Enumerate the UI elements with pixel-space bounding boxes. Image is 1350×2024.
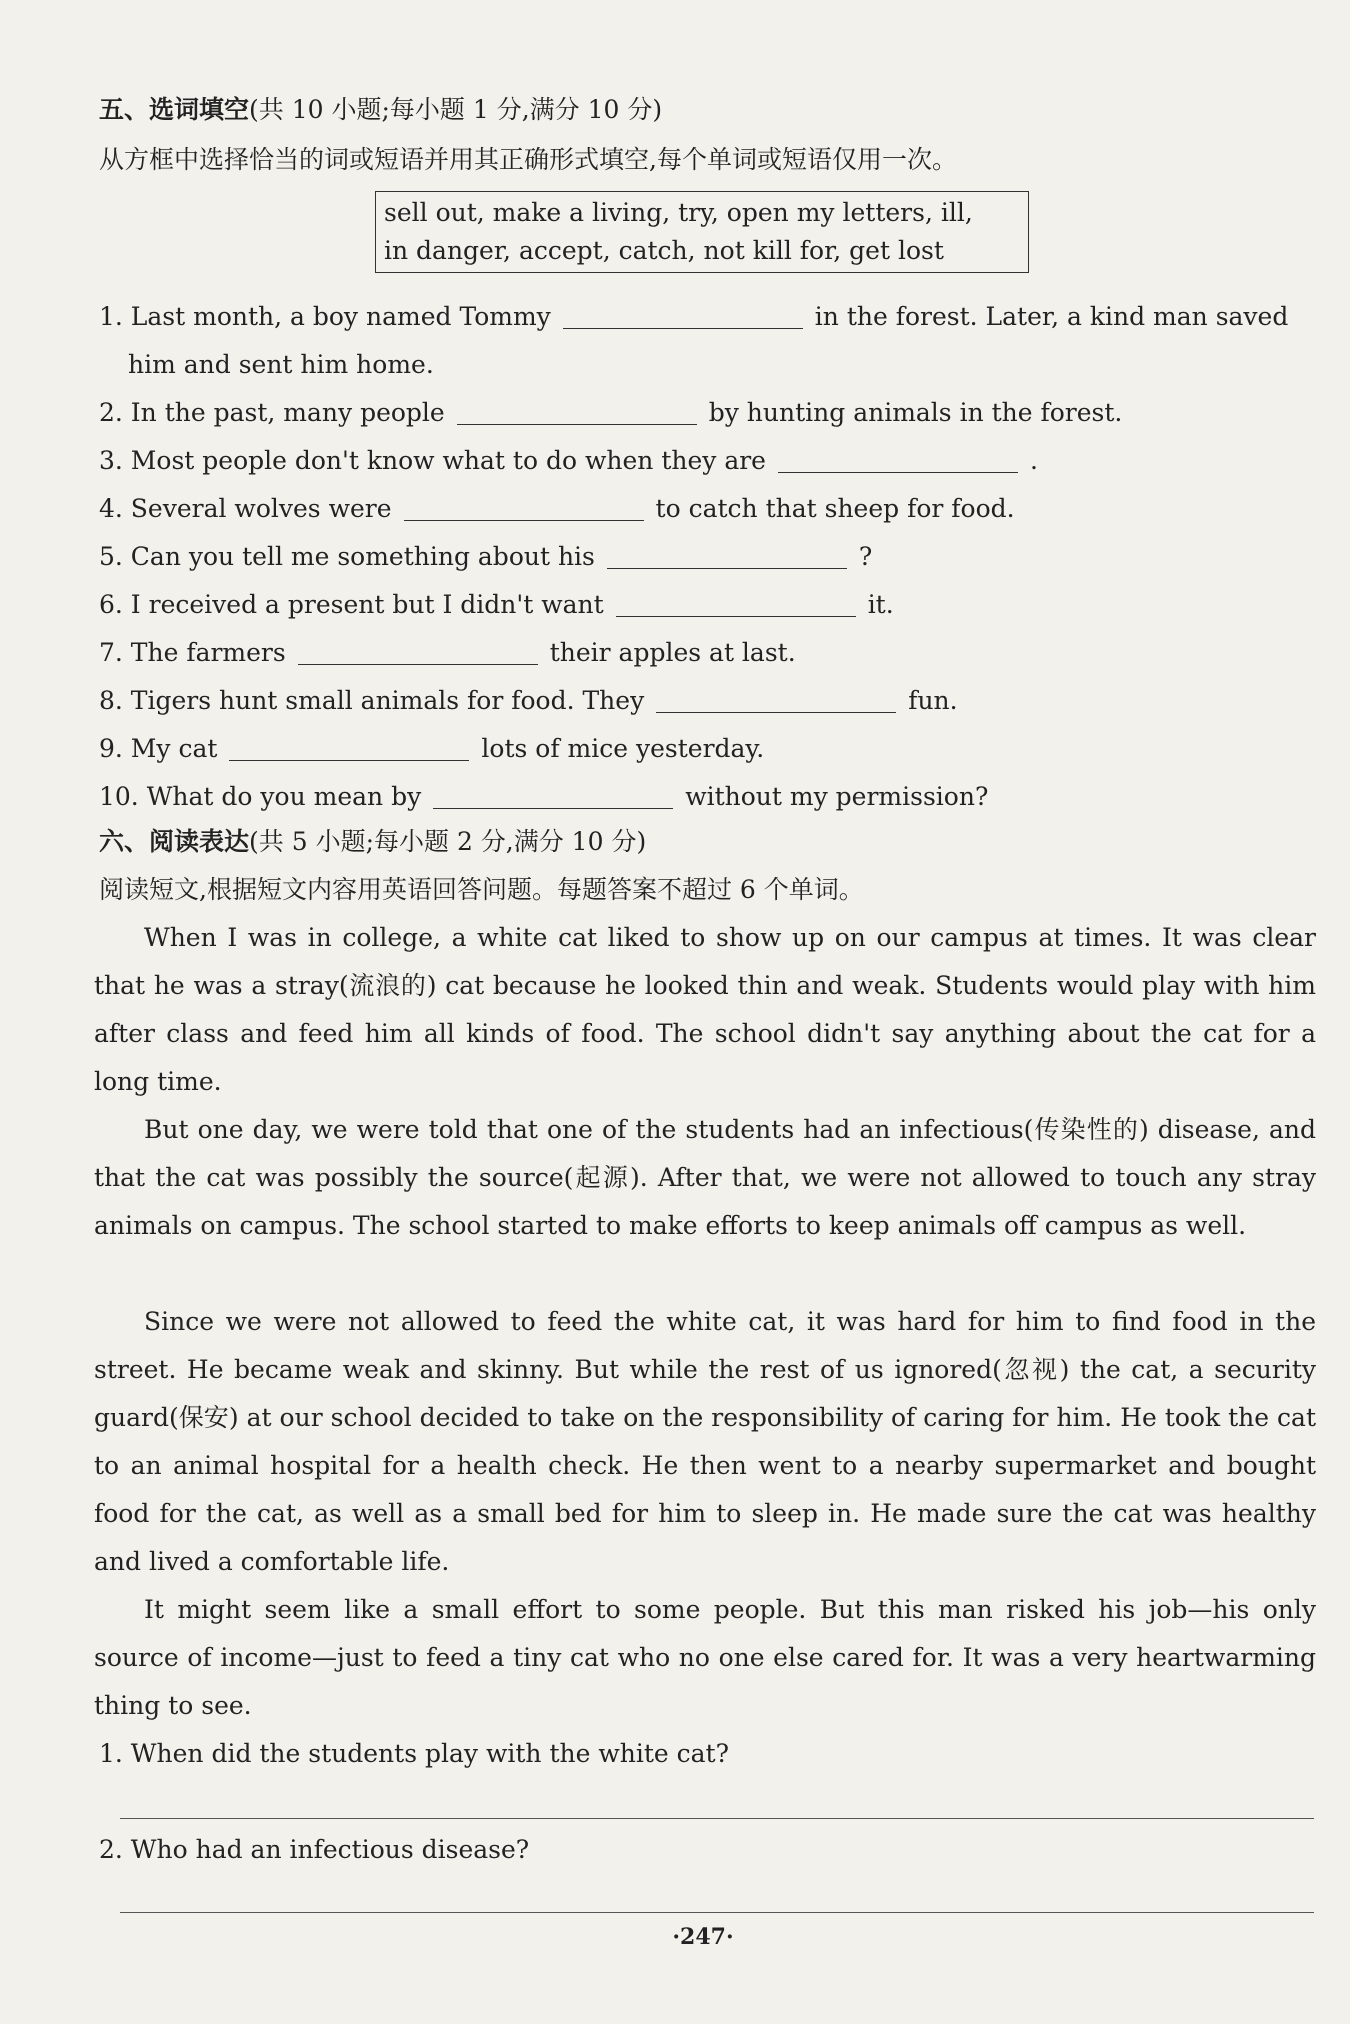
question-text: 8. Tigers hunt small animals for food. They: [99, 686, 645, 715]
answer-blank[interactable]: [616, 586, 856, 617]
answer-blank[interactable]: [778, 442, 1018, 473]
answer-blank[interactable]: [656, 682, 896, 713]
question-text: 7. The farmers: [99, 638, 286, 667]
answer-blank[interactable]: [457, 394, 697, 425]
question-text: their apples at last.: [549, 638, 796, 667]
question-text: 9. My cat: [99, 734, 218, 763]
question-text: 6. I received a present but I didn't want: [99, 590, 604, 619]
question-text: to catch that sheep for food.: [655, 494, 1015, 523]
passage-paragraph-2: But one day, we were told that one of the students had an infectious(传染性的) disease, and that the cat was possibly the source(起源). After that, we were not allowed to touch any stray animals on campus. The school started to make efforts to keep animals off campus as well.: [94, 1115, 1316, 1240]
section5-instruction: 从方框中选择恰当的词或短语并用其正确形式填空,每个单词或短语仅用一次。: [99, 145, 957, 174]
answer-line-1[interactable]: [120, 1818, 1314, 1819]
fill-question-2: [99, 389, 1122, 437]
question-text: ?: [858, 542, 873, 571]
question-continuation: him and sent him home.: [128, 350, 434, 379]
question-text: 3. Most people don't know what to do when they are: [99, 446, 766, 475]
answer-line-2[interactable]: [120, 1912, 1314, 1913]
passage-paragraph-1: When I was in college, a white cat liked to show up on our campus at times. It was clear that he was a stray(流浪的) cat because he looked thin and weak. Students would play with him after class and feed him all kinds of food. The school didn't say anything about the cat for a long time.: [94, 923, 1316, 1096]
question-text: fun.: [908, 686, 958, 715]
fill-question-3: [99, 437, 1038, 485]
section6-scoring: (共 5 小题;每小题 2 分,满分 10 分): [249, 827, 647, 856]
fill-question-9: [99, 725, 764, 773]
fill-question-10: [99, 773, 988, 821]
question-text: 2. In the past, many people: [99, 398, 445, 427]
word-box: [375, 191, 1029, 273]
question-text: 5. Can you tell me something about his: [99, 542, 595, 571]
passage-paragraph-3: Since we were not allowed to feed the white cat, it was hard for him to find food in the street. He became weak and skinny. But while the rest of us ignored(忽视) the cat, a security guard(保安) at our school decided to take on the responsibility of caring for him. He took the cat to an animal hospital for a health check. He then went to a nearby supermarket and bought food for the cat, as well as a small bed for him to sleep in. He made sure the cat was healthy and lived a comfortable life.: [94, 1307, 1316, 1576]
page-number: ·247·: [672, 1924, 734, 1950]
fill-question-5: [99, 533, 872, 581]
fill-question-6: [99, 581, 894, 629]
question-text: lots of mice yesterday.: [481, 734, 765, 763]
answer-blank[interactable]: [563, 298, 803, 329]
question-text: 1. Last month, a boy named Tommy: [99, 302, 551, 331]
word-box-line-1: sell out, make a living, try, open my letters, ill,: [384, 198, 973, 227]
question-text: 4. Several wolves were: [99, 494, 392, 523]
question-text: .: [1029, 446, 1038, 475]
fill-question-4: [99, 485, 1015, 533]
word-box-line-2: in danger, accept, catch, not kill for, get lost: [384, 236, 944, 265]
worksheet-page: [92, 0, 1314, 2024]
fill-question-8: [99, 677, 958, 725]
question-text: in the forest. Later, a kind man saved: [814, 302, 1289, 331]
section6-heading: [99, 822, 646, 862]
question-text: by hunting animals in the forest.: [708, 398, 1123, 427]
answer-blank[interactable]: [433, 778, 673, 809]
reading-question-1: 1. When did the students play with the white cat?: [99, 1739, 729, 1768]
question-text: without my permission?: [685, 782, 989, 811]
answer-blank[interactable]: [404, 490, 644, 521]
reading-question-2: 2. Who had an infectious disease?: [99, 1835, 530, 1864]
section6-title: 六、阅读表达: [99, 827, 250, 856]
answer-blank[interactable]: [229, 730, 469, 761]
fill-question-7: [99, 629, 796, 677]
section5-title: 五、选词填空: [99, 95, 250, 124]
passage-paragraph-4: It might seem like a small effort to some people. But this man risked his job—his only source of income—just to feed a tiny cat who no one else cared for. It was a very heartwarming thing to see.: [94, 1595, 1316, 1720]
question-text: it.: [867, 590, 894, 619]
fill-question-1: [99, 293, 1289, 379]
answer-blank[interactable]: [607, 538, 847, 569]
answer-blank[interactable]: [298, 634, 538, 665]
question-text: 10. What do you mean by: [99, 782, 422, 811]
section5-scoring: (共 10 小题;每小题 1 分,满分 10 分): [249, 95, 663, 124]
section6-instruction: 阅读短文,根据短文内容用英语回答问题。每题答案不超过 6 个单词。: [99, 875, 864, 904]
section5-heading: [99, 90, 662, 130]
